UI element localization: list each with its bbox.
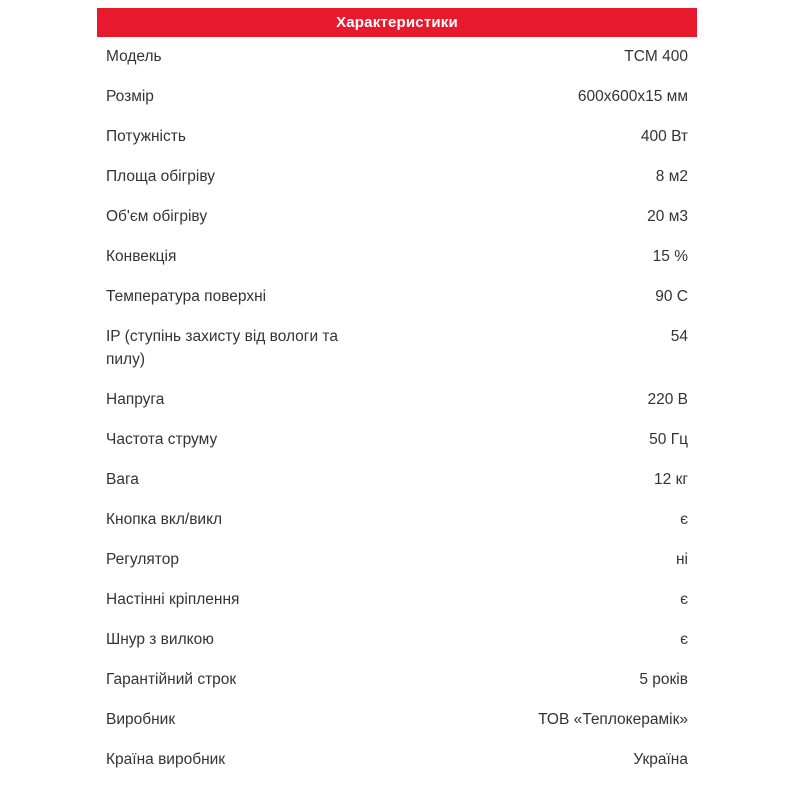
spec-row — [97, 580, 697, 620]
spec-value: є — [680, 631, 688, 648]
spec-label: Регулятор — [106, 551, 179, 568]
spec-row — [97, 277, 697, 317]
spec-row — [97, 157, 697, 197]
spec-label: Частота струму — [106, 431, 218, 448]
spec-label: Виробник — [106, 711, 176, 728]
spec-label: Конвекція — [106, 248, 177, 265]
spec-value: 54 — [670, 328, 688, 345]
spec-row — [97, 380, 697, 420]
spec-value: є — [680, 511, 688, 528]
spec-label: Кнопка вкл/викл — [106, 511, 223, 528]
spec-row — [97, 317, 697, 380]
spec-value: 5 років — [639, 671, 688, 688]
spec-value: 50 Гц — [649, 431, 688, 448]
spec-label: Об'єм обігріву — [106, 208, 208, 225]
spec-label: Температура поверхні — [106, 288, 267, 305]
spec-row — [97, 37, 697, 77]
spec-value: TCM 400 — [624, 48, 688, 65]
spec-label: Настінні кріплення — [106, 591, 240, 608]
spec-label: Вага — [106, 471, 139, 488]
spec-value: 400 Вт — [640, 128, 688, 145]
spec-label: Шнур з вилкою — [106, 631, 214, 648]
spec-label: Країна виробник — [106, 751, 226, 768]
spec-value: є — [680, 591, 688, 608]
spec-value: 20 м3 — [647, 208, 688, 225]
spec-row — [97, 117, 697, 157]
specs-header-title: Характеристики — [336, 14, 458, 31]
spec-label: IP (ступінь захисту від вологи та пилу) — [106, 328, 338, 368]
spec-row — [97, 620, 697, 660]
spec-row — [97, 420, 697, 460]
spec-label: Модель — [106, 48, 162, 65]
spec-row — [97, 197, 697, 237]
spec-row — [97, 740, 697, 780]
spec-label: Гарантійний строк — [106, 671, 237, 688]
spec-label: Площа обігріву — [106, 168, 215, 185]
spec-row — [97, 700, 697, 740]
spec-row — [97, 500, 697, 540]
spec-value: 600x600x15 мм — [577, 88, 688, 105]
spec-row — [97, 77, 697, 117]
spec-row — [97, 460, 697, 500]
spec-value: 15 % — [652, 248, 688, 265]
spec-value: ТОВ «Теплокерамік» — [538, 711, 688, 728]
spec-value: 90 С — [655, 288, 688, 305]
spec-row — [97, 660, 697, 700]
spec-value: ні — [675, 551, 688, 568]
spec-value: 220 В — [647, 391, 688, 408]
spec-row — [97, 540, 697, 580]
spec-value: Україна — [633, 751, 688, 768]
spec-label: Розмір — [106, 88, 154, 105]
spec-value: 12 кг — [654, 471, 688, 488]
spec-row — [97, 237, 697, 277]
spec-value: 8 м2 — [655, 168, 688, 185]
spec-label: Потужність — [106, 128, 186, 145]
specs-table — [97, 8, 697, 780]
spec-label: Напруга — [106, 391, 165, 408]
specs-header — [97, 8, 697, 37]
